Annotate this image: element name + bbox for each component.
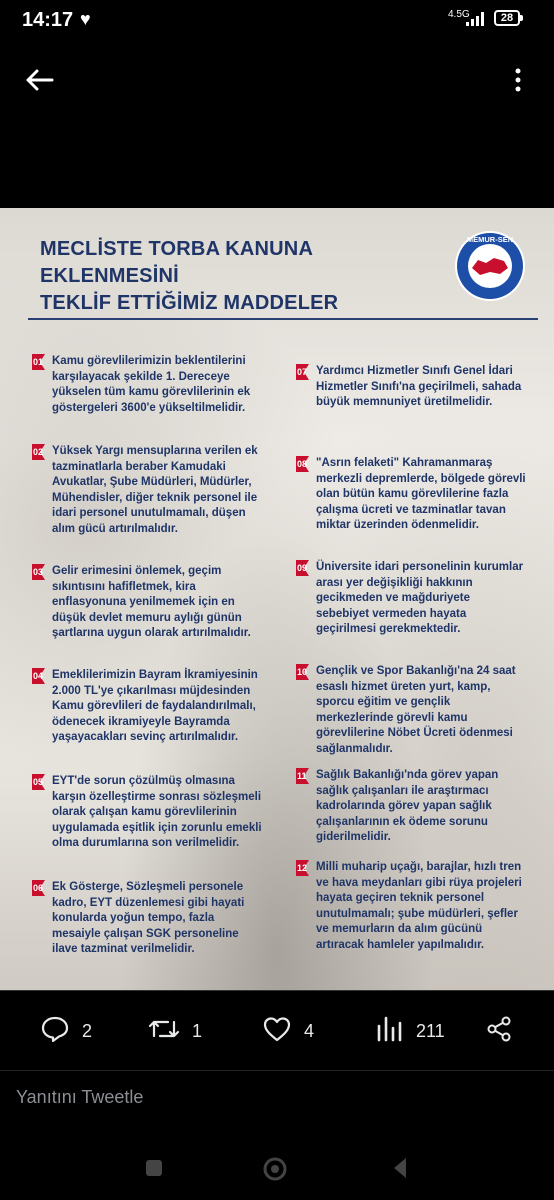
- logo-text: MEMUR-SEN: [466, 235, 514, 244]
- network-indicator: 4.5G: [448, 9, 470, 20]
- memur-sen-logo: [454, 230, 526, 302]
- title-line-1: MECLİSTE TORBA KANUNA EKLENMESİNİ: [40, 238, 313, 287]
- item-text: "Asrın felaketi" Kahramanmaraş merkezli depremlerde, bölgede görevli olan bütün kamu görevlilerine fazla çalışma ücreti ve tazminatlar tavan miktar üzerinden ödenmelidir.: [316, 457, 526, 531]
- retweet-icon: [148, 1014, 180, 1044]
- item-text: Gelir erimesini önlemek, geçim sıkıntısını hafifletmek, kira enflasyonuna yenilmemek için en düşük devlet memuru aylığı günün şartlarına uygun olarak artırılmalıdır.: [52, 565, 251, 639]
- title-divider: [28, 318, 538, 320]
- title-line-2: TEKLİF ETTİĞİMİZ MADDELER: [40, 292, 339, 314]
- item-text: EYT'de sorun çözülmüş olmasına karşın özelleştirme sonrası sözleşmeli olarak çalışan kamu görevlilerinin uygulamada eşitlik için zorunlu emekli olma durumlarına son verilmelidir.: [52, 775, 262, 849]
- item-marker: 08: [296, 456, 312, 472]
- list-item: [296, 456, 526, 534]
- item-text: Milli muharip uçağı, barajlar, hızlı tren ve hava meydanları gibi rüya projeleri hayata geçiren teknik personel unutulmamalı; şube müdürleri, şefler ve memurların da alım gücünü artıracak hamleler yapılmalıdır.: [316, 861, 522, 951]
- share-icon: [484, 1014, 514, 1044]
- list-item: [296, 560, 526, 638]
- item-text: Kamu görevlilerimizin beklentilerini karşılayacak şekilde 1. Dereceye yükselen tüm kamu görevlilerinin ek göstergeleri 3600'e yükseltilmelidir.: [52, 355, 251, 414]
- card-title: [40, 236, 440, 317]
- list-item: [296, 664, 526, 757]
- status-bar: [0, 0, 554, 40]
- heart-outline-icon: [262, 1014, 292, 1044]
- heart-icon: ♥: [80, 9, 91, 29]
- reply-bar[interactable]: [0, 1070, 554, 1129]
- item-marker: 06: [32, 880, 48, 896]
- list-item: [32, 880, 262, 958]
- item-marker: 11: [296, 768, 312, 784]
- item-marker: 12: [296, 860, 312, 876]
- item-text: Yardımcı Hizmetler Sınıfı Genel İdari Hizmetler Sınıfı'na geçirilmeli, sahada büyük memnuniyet üretilmelidir.: [316, 365, 522, 408]
- item-marker: 02: [32, 444, 48, 460]
- more-vertical-icon: [506, 62, 530, 98]
- recent-apps-icon[interactable]: [144, 1158, 164, 1178]
- tweet-image[interactable]: [0, 208, 554, 990]
- status-time: 14:17: [22, 9, 74, 31]
- item-text: Yüksek Yargı mensuplarına verilen ek tazminatlarla beraber Kamudaki Avukatlar, Şube Müdürleri, Müdürler, Mühendisler, diğer teknik personel ile idari personel unutulmamalı, düşen alım gücü artırılmalıdır.: [52, 445, 258, 535]
- item-marker: 10: [296, 664, 312, 680]
- retweet-count: 1: [192, 1021, 203, 1041]
- item-text: Emeklilerimizin Bayram İkramiyesinin 2.000 TL'ye çıkarılması müjdesinden Kamu görevlileri de faydalandırılmalı, ödenecek ikramiyeyle Bayramda yaşayacakları sevinç artırılmalıdır.: [52, 669, 258, 743]
- reply-input[interactable]: Yanıtını Tweetle: [16, 1087, 144, 1107]
- battery-icon: [494, 10, 520, 26]
- back-button[interactable]: [22, 62, 58, 98]
- list-item: [296, 860, 526, 953]
- list-item: [32, 354, 262, 416]
- view-count: 211: [416, 1021, 445, 1041]
- arrow-left-icon: [22, 62, 58, 98]
- battery-tip: [520, 15, 523, 21]
- list-item: [296, 768, 526, 846]
- like-count: 4: [304, 1021, 315, 1041]
- list-item: [296, 364, 526, 411]
- battery-level: 28: [500, 12, 514, 24]
- list-item: [32, 774, 262, 852]
- item-marker: 05: [32, 774, 48, 790]
- list-item: [32, 444, 262, 537]
- item-marker: 09: [296, 560, 312, 576]
- item-text: Ek Gösterge, Sözleşmeli personele kadro, EYT düzenlemesi gibi hayati konularda yoğun tempo, fazla mesaiyle çalışan SGK personeline ilave tazminat verilmelidir.: [52, 881, 245, 955]
- divider: [0, 990, 554, 991]
- item-text: Sağlık Bakanlığı'nda görev yapan sağlık çalışanları ile araştırmacı kadrolarında görev yapan sağlık çalışanlarının ek ödeme sorunu giderilmelidir.: [316, 769, 499, 843]
- navigation-bar: [0, 1140, 554, 1200]
- home-icon[interactable]: [262, 1156, 288, 1182]
- item-text: Üniversite idari personelinin kurumlar arası yer değişikliği hakkının gecikmeden ve mağduriyete sebebiyet vermeden hayata geçirilmesi gerekmektedir.: [316, 561, 524, 635]
- item-marker: 04: [32, 668, 48, 684]
- back-nav-icon[interactable]: [390, 1156, 410, 1180]
- item-marker: 07: [296, 364, 312, 380]
- item-text: Gençlik ve Spor Bakanlığı'na 24 saat esaslı hizmet üreten yurt, kamp, sporcu eğitim ve gençlik merkezlerinde görevli kamu görevlilerine Nöbet Ücreti ödenmesi sağlanmalıdır.: [316, 665, 516, 755]
- bar-chart-icon: [374, 1014, 404, 1044]
- reply-count: 2: [82, 1021, 93, 1041]
- list-item: [32, 564, 262, 642]
- more-options-button[interactable]: [506, 62, 530, 98]
- list-item: [32, 668, 262, 746]
- item-marker: 01: [32, 354, 48, 370]
- item-marker: 03: [32, 564, 48, 580]
- signal-icon: [466, 12, 484, 26]
- comment-icon: [40, 1014, 70, 1044]
